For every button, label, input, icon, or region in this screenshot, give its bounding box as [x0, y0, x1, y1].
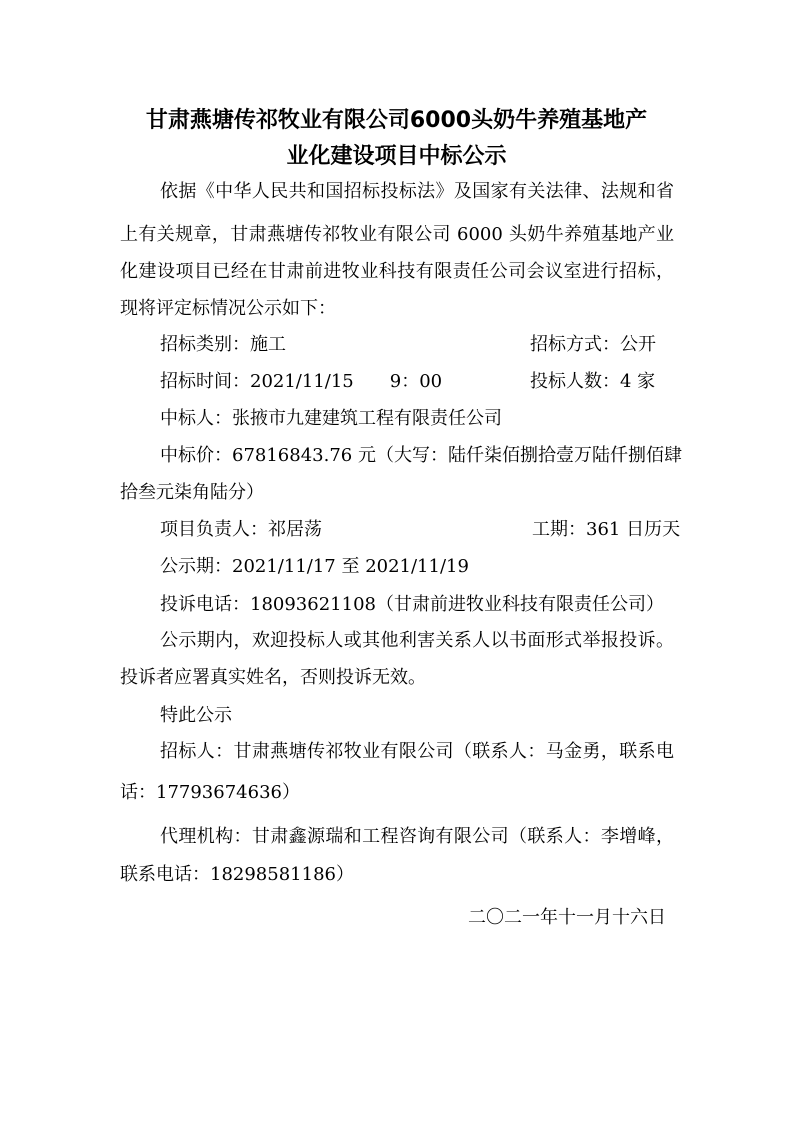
notice-line-1: 公示期内，欢迎投标人或其他利害关系人以书面形式举报投诉。	[160, 630, 674, 651]
intro-line-1: 依据《中华人民共和国招标投标法》及国家有关法律、法规和省	[160, 181, 674, 202]
special-notice: 特此公示	[160, 705, 232, 726]
agency-line-1: 代理机构：甘肃鑫源瑞和工程咨询有限公司（联系人：李增峰，	[160, 826, 674, 847]
title-line-1: 甘肃燕塘传祁牧业有限公司6000头奶牛养殖基地产	[145, 108, 648, 133]
tenderer-line-1: 招标人：甘肃燕塘传祁牧业有限公司（联系人：马金勇，联系电	[160, 741, 674, 762]
tender-time: 招标时间：2021/11/15 9：00	[160, 371, 443, 392]
intro-line-4: 现将评定标情况公示如下：	[120, 298, 336, 319]
winning-price-line-1: 中标价：67816843.76 元（大写：陆仟柒佰捌拾壹万陆仟捌佰肆	[160, 445, 682, 466]
issue-date: 二〇二一年十一月十六日	[468, 907, 666, 928]
project-manager: 项目负责人：祁居荡	[160, 519, 322, 540]
bidder-count: 投标人数：4 家	[530, 371, 656, 392]
construction-period: 工期：361 日历天	[532, 519, 681, 540]
intro-line-2: 上有关规章，甘肃燕塘传祁牧业有限公司 6000 头奶牛养殖基地产业	[120, 224, 674, 245]
agency-line-2: 联系电话：18298581186）	[120, 864, 354, 885]
publicity-period: 公示期：2021/11/17 至 2021/11/19	[160, 556, 469, 577]
tenderer-line-2: 话：17793674636）	[120, 782, 300, 803]
winning-bidder: 中标人：张掖市九建建筑工程有限责任公司	[160, 408, 502, 429]
winning-price-line-2: 拾叁元柒角陆分）	[120, 482, 264, 503]
notice-line-2: 投诉者应署真实姓名，否则投诉无效。	[120, 667, 426, 688]
title-line-2: 业化建设项目中标公示	[286, 144, 507, 169]
intro-line-3: 化建设项目已经在甘肃前进牧业科技有限责任公司会议室进行招标，	[120, 261, 674, 282]
tender-category: 招标类别：施工	[160, 334, 286, 355]
tender-method: 招标方式：公开	[530, 334, 656, 355]
complaint-phone: 投诉电话：18093621108（甘肃前进牧业科技有限责任公司）	[160, 594, 664, 615]
